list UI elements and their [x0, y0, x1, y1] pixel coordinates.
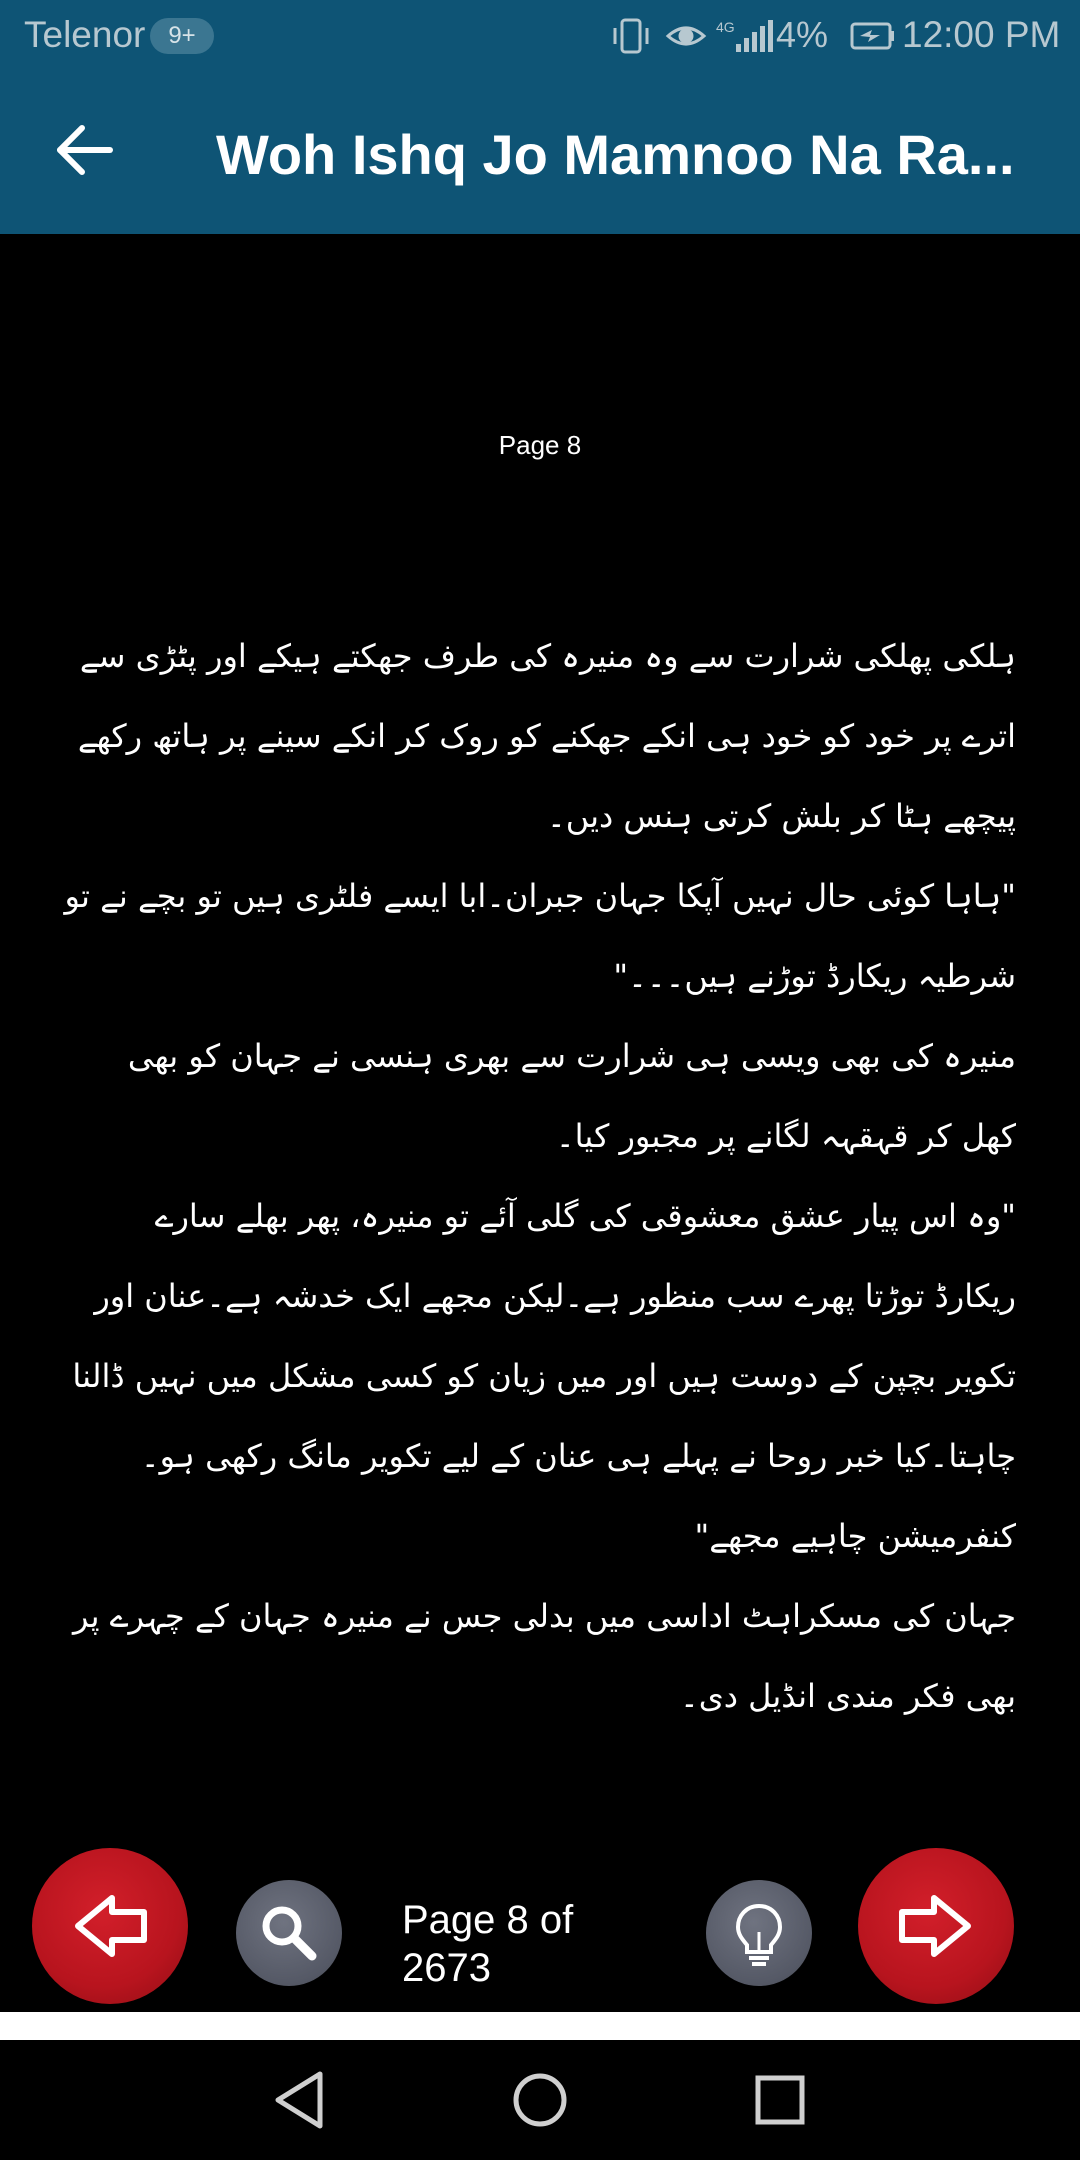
nav-back-triangle-icon[interactable] — [262, 2062, 338, 2138]
divider-strip — [0, 2012, 1080, 2040]
clock: 12:00 PM — [902, 14, 1061, 55]
vibrate-icon — [615, 20, 647, 52]
previous-page-button[interactable] — [32, 1848, 188, 2004]
arrow-right-outline-icon — [858, 1848, 1014, 2004]
arrow-left-icon[interactable] — [44, 110, 124, 190]
paragraph: جہان کی مسکراہٹ اداسی میں بدلی جس نے منیرہ جہان کے چہرے پر بھی فکر مندی انڈیل دی۔ — [73, 1597, 1016, 1715]
signal-icon — [736, 20, 773, 52]
next-page-button[interactable] — [858, 1848, 1014, 2004]
page-text — [64, 616, 1016, 1736]
carrier-name: Telenor — [24, 14, 146, 55]
search-button[interactable] — [236, 1880, 342, 1986]
notification-badge: 9+ — [150, 18, 214, 54]
status-bar — [0, 0, 1080, 72]
battery-charging-icon — [850, 18, 896, 54]
lightbulb-icon — [706, 1880, 812, 1986]
hint-button[interactable] — [706, 1880, 812, 1986]
arrow-left-outline-icon — [32, 1848, 188, 2004]
paragraph: "ہاہا کوئی حال نہیں آپکا جہان جبران۔ابا ایسے فلٹری ہیں تو بچے نے تو شرطیہ ریکارڈ توڑنے ہیں۔۔۔" — [64, 877, 1016, 995]
magnifier-icon — [236, 1880, 342, 1986]
reader-content[interactable] — [0, 234, 1080, 1844]
network-type: 4G — [716, 19, 735, 35]
system-nav-bar — [0, 2040, 1080, 2160]
battery-percent: 4% — [776, 14, 829, 55]
page-counter-line1: Page 8 of — [402, 1898, 574, 1942]
nav-recents-square-icon[interactable] — [742, 2062, 818, 2138]
page-heading: Page 8 — [498, 430, 582, 460]
app-bar — [0, 72, 1080, 234]
bottom-control-bar — [0, 1844, 1080, 2012]
app-title: Woh Ishq Jo Mamnoo Na Ra... — [216, 123, 1015, 186]
paragraph: ہلکی پھلکی شرارت سے وہ منیرہ کی طرف جھکتے ہیکے اور پٹڑی سے اترے پر خود کو خود ہی انکے جھکنے کو روک کر انکے سینے پر ہاتھ رکھے پیچھے ہٹا کر بلش کرتی ہنس دیں۔ — [77, 637, 1016, 835]
paragraph: "وہ اس پیار عشق معشوقی کی گلی آئے تو منیرہ، پھر بھلے سارے ریکارڈ توڑتا پھرے سب منظور ہے۔لیکن مجھے ایک خدشہ ہے۔عنان اور تکویر بچپن کے دوست ہیں اور میں زیان کو کسی مشکل میں نہیں ڈالنا چاہتا۔کیا خبر روحا نے پہلے ہی عنان کے لیے تکویر مانگ رکھی ہو۔کنفرمیشن چاہیے مجھے" — [72, 1197, 1016, 1555]
eye-icon — [668, 28, 704, 44]
nav-home-circle-icon[interactable] — [502, 2062, 578, 2138]
page-counter — [402, 1896, 662, 1992]
page-counter-line2: 2673 — [402, 1946, 491, 1990]
paragraph: منیرہ کی بھی ویسی ہی شرارت سے بھری ہنسی نے جہان کو بھی کھل کر قہقہہ لگانے پر مجبور کیا۔ — [127, 1037, 1016, 1155]
